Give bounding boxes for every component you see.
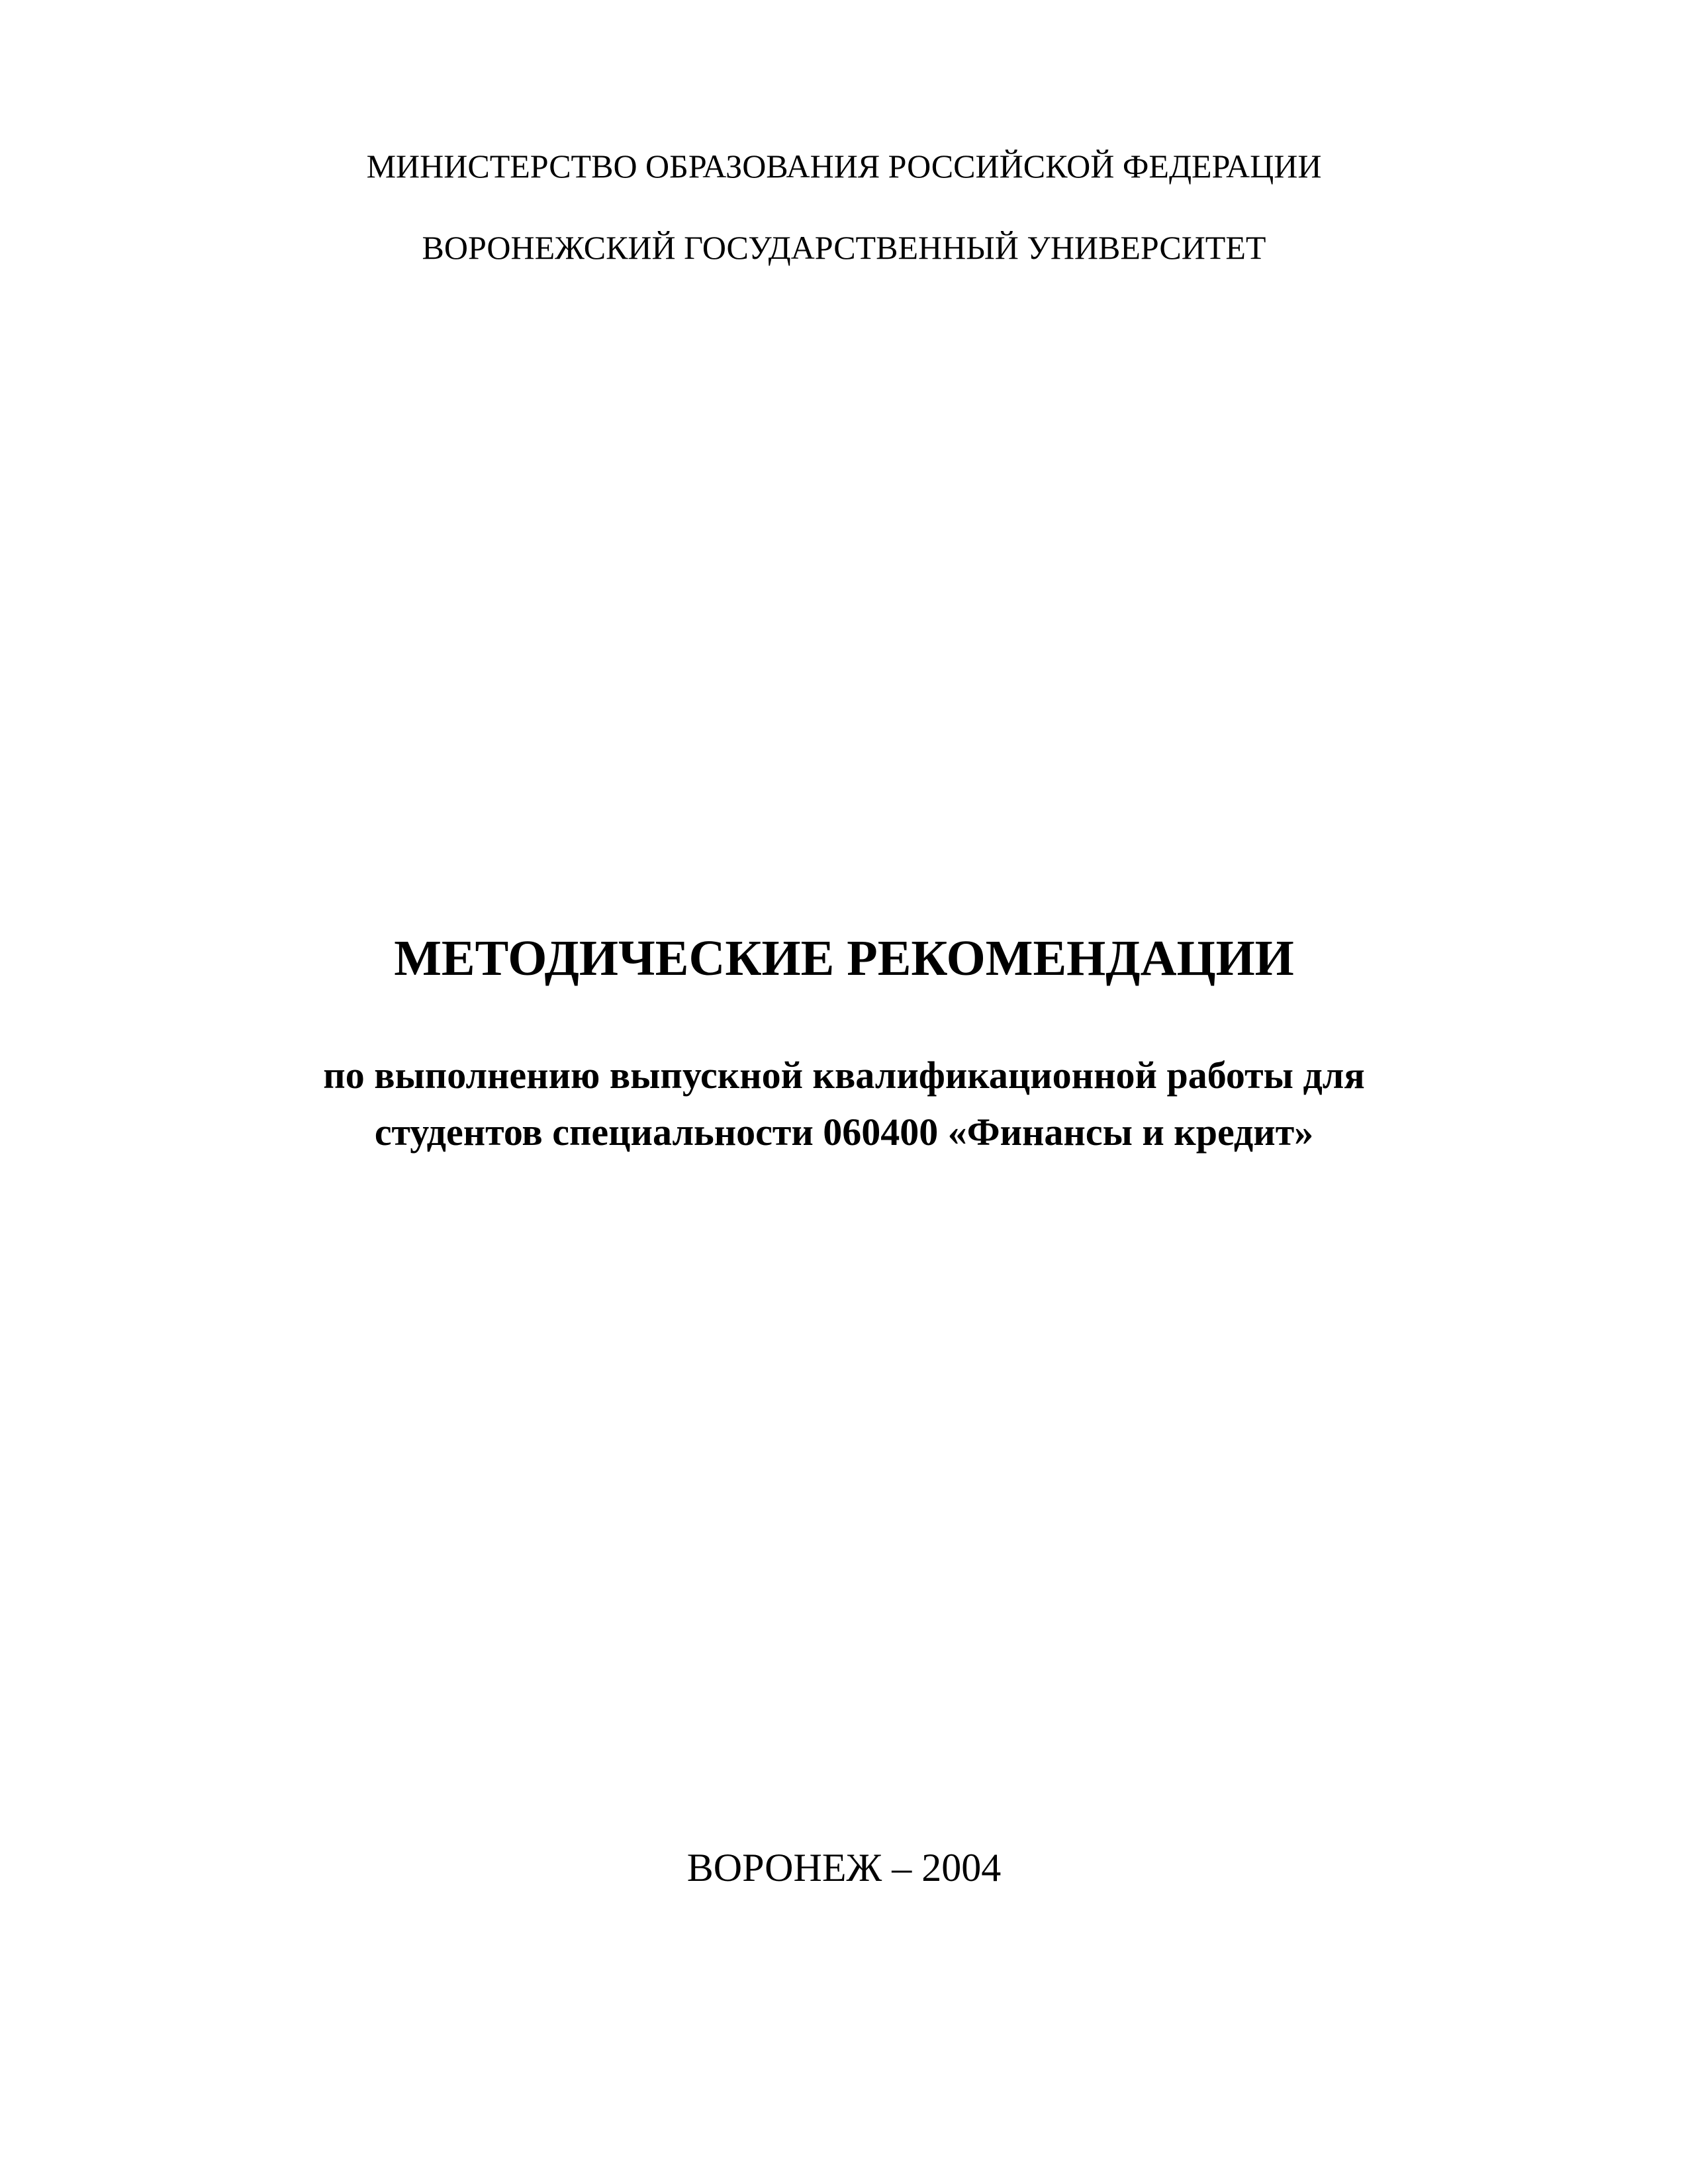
document-title: МЕТОДИЧЕСКИЕ РЕКОМЕНДАЦИИ	[394, 931, 1294, 986]
subtitle-line-2: студентов специальности 060400 «Финансы и кредит»	[374, 1111, 1314, 1154]
city-year: ВОРОНЕЖ – 2004	[686, 1846, 1002, 1889]
ministry-name: МИНИСТЕРСТВО ОБРАЗОВАНИЯ РОССИЙСКОЙ ФЕДЕРАЦИИ	[366, 148, 1322, 185]
university-name: ВОРОНЕЖСКИЙ ГОСУДАРСТВЕННЫЙ УНИВЕРСИТЕТ	[422, 229, 1266, 266]
document-subtitle	[0, 1047, 1688, 1161]
subtitle-line-1: по выполнению выпускной квалификационной работы для	[323, 1054, 1365, 1097]
